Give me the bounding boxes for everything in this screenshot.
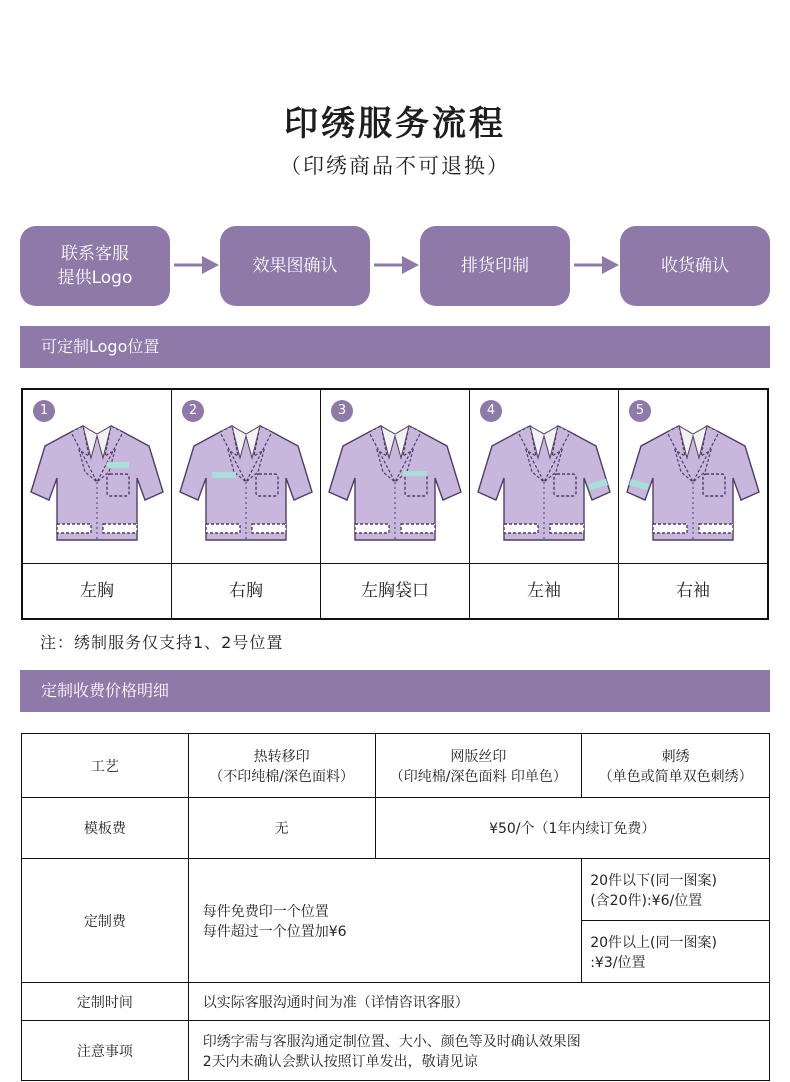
shirt-illustration [23,390,171,564]
table-row [22,798,770,859]
position-number-badge: 5 [629,400,651,422]
cell-text: 每件免费印一个位置 [202,903,329,920]
table-row [22,734,770,798]
arrow-right-icon [174,255,220,275]
flow-step-label: 联系客服 [61,244,129,264]
shirt-icon [27,412,167,552]
table-cell [188,734,375,798]
table-cell: 无 [188,798,375,859]
flow-step-label: 提供Logo [57,268,133,288]
row-header: 工艺 [22,734,189,798]
table-row [22,983,770,1021]
flow-step-receipt [620,226,770,306]
position-label: 右胸 [229,581,263,601]
cell-text: （不印纯棉/深色面料） [209,768,354,785]
position-number-badge: 2 [182,400,204,422]
flow-step-production [420,226,570,306]
page-title: 印绣服务流程 [284,104,506,144]
logo-position-banner: 可定制Logo位置 [20,326,770,368]
logo-patch [403,471,427,476]
cell-text: 2天内未确认会默认按照订单发出，敬请见谅 [202,1053,478,1070]
row-header: 定制时间 [22,983,189,1021]
logo-position-table [21,388,769,620]
shirt-illustration [172,390,320,564]
logo-patch [107,462,129,468]
table-cell: ¥50/个（1年内续订免费） [375,798,770,859]
position-label: 左胸袋口 [361,581,429,601]
cell-text: 每件超过一个位置加¥6 [202,923,347,940]
position-cell [619,390,767,618]
table-cell [582,859,770,921]
table-cell [188,859,581,983]
position-label: 左胸 [80,581,114,601]
shirt-icon [325,412,465,552]
row-header: 定制费 [22,859,189,983]
position-number-badge: 4 [480,400,502,422]
shirt-illustration [321,390,469,564]
flow-step-preview [220,226,370,306]
table-cell [375,734,582,798]
row-header: 注意事项 [22,1021,189,1081]
shirt-illustration [619,390,767,564]
table-row [22,859,770,921]
table-row [22,1021,770,1081]
position-cell [321,390,470,618]
cell-text: 20件以上(同一图案) [590,934,717,951]
cell-text: （单色或简单双色刺绣） [598,768,753,785]
cell-text: 印绣字需与客服沟通定制位置、大小、颜色等及时确认效果图 [202,1033,581,1050]
shirt-icon [623,412,763,552]
logo-patch [212,472,236,478]
shirt-illustration [470,390,618,564]
arrow-right-icon [374,255,420,275]
shirt-icon [176,412,316,552]
flow-step-label: 收货确认 [661,256,729,276]
service-flow [20,226,770,306]
embroidery-note: 注：绣制服务仅支持1、2号位置 [40,633,284,652]
pricing-banner: 定制收费价格明细 [20,670,770,712]
arrow-right-icon [574,255,620,275]
pricing-table [21,733,770,1081]
cell-text: 刺绣 [661,748,690,765]
position-cell [172,390,321,618]
page-subtitle: （印绣商品不可退换） [280,154,510,178]
cell-text: 20件以下(同一图案) [590,872,717,889]
flow-step-label: 效果图确认 [252,256,338,276]
cell-text: （印纯棉/深色面料 印单色） [389,768,567,785]
position-cell [470,390,619,618]
position-cell [23,390,172,618]
table-cell [188,1021,769,1081]
table-cell [582,921,770,983]
position-label: 右袖 [676,581,710,601]
flow-step-label: 排货印制 [461,256,529,276]
row-header: 模板费 [22,798,189,859]
position-number-badge: 1 [33,400,55,422]
table-cell: 以实际客服沟通时间为准（详情咨讯客服） [188,983,769,1021]
position-label: 左袖 [527,581,561,601]
position-number-badge: 3 [331,400,353,422]
table-cell [582,734,770,798]
shirt-icon [474,412,614,552]
cell-text: (含20件):¥6/位置 [590,892,703,909]
cell-text: 热转移印 [253,748,310,765]
cell-text: :¥3/位置 [590,954,646,971]
flow-step-contact [20,226,170,306]
cell-text: 网版丝印 [450,748,507,765]
